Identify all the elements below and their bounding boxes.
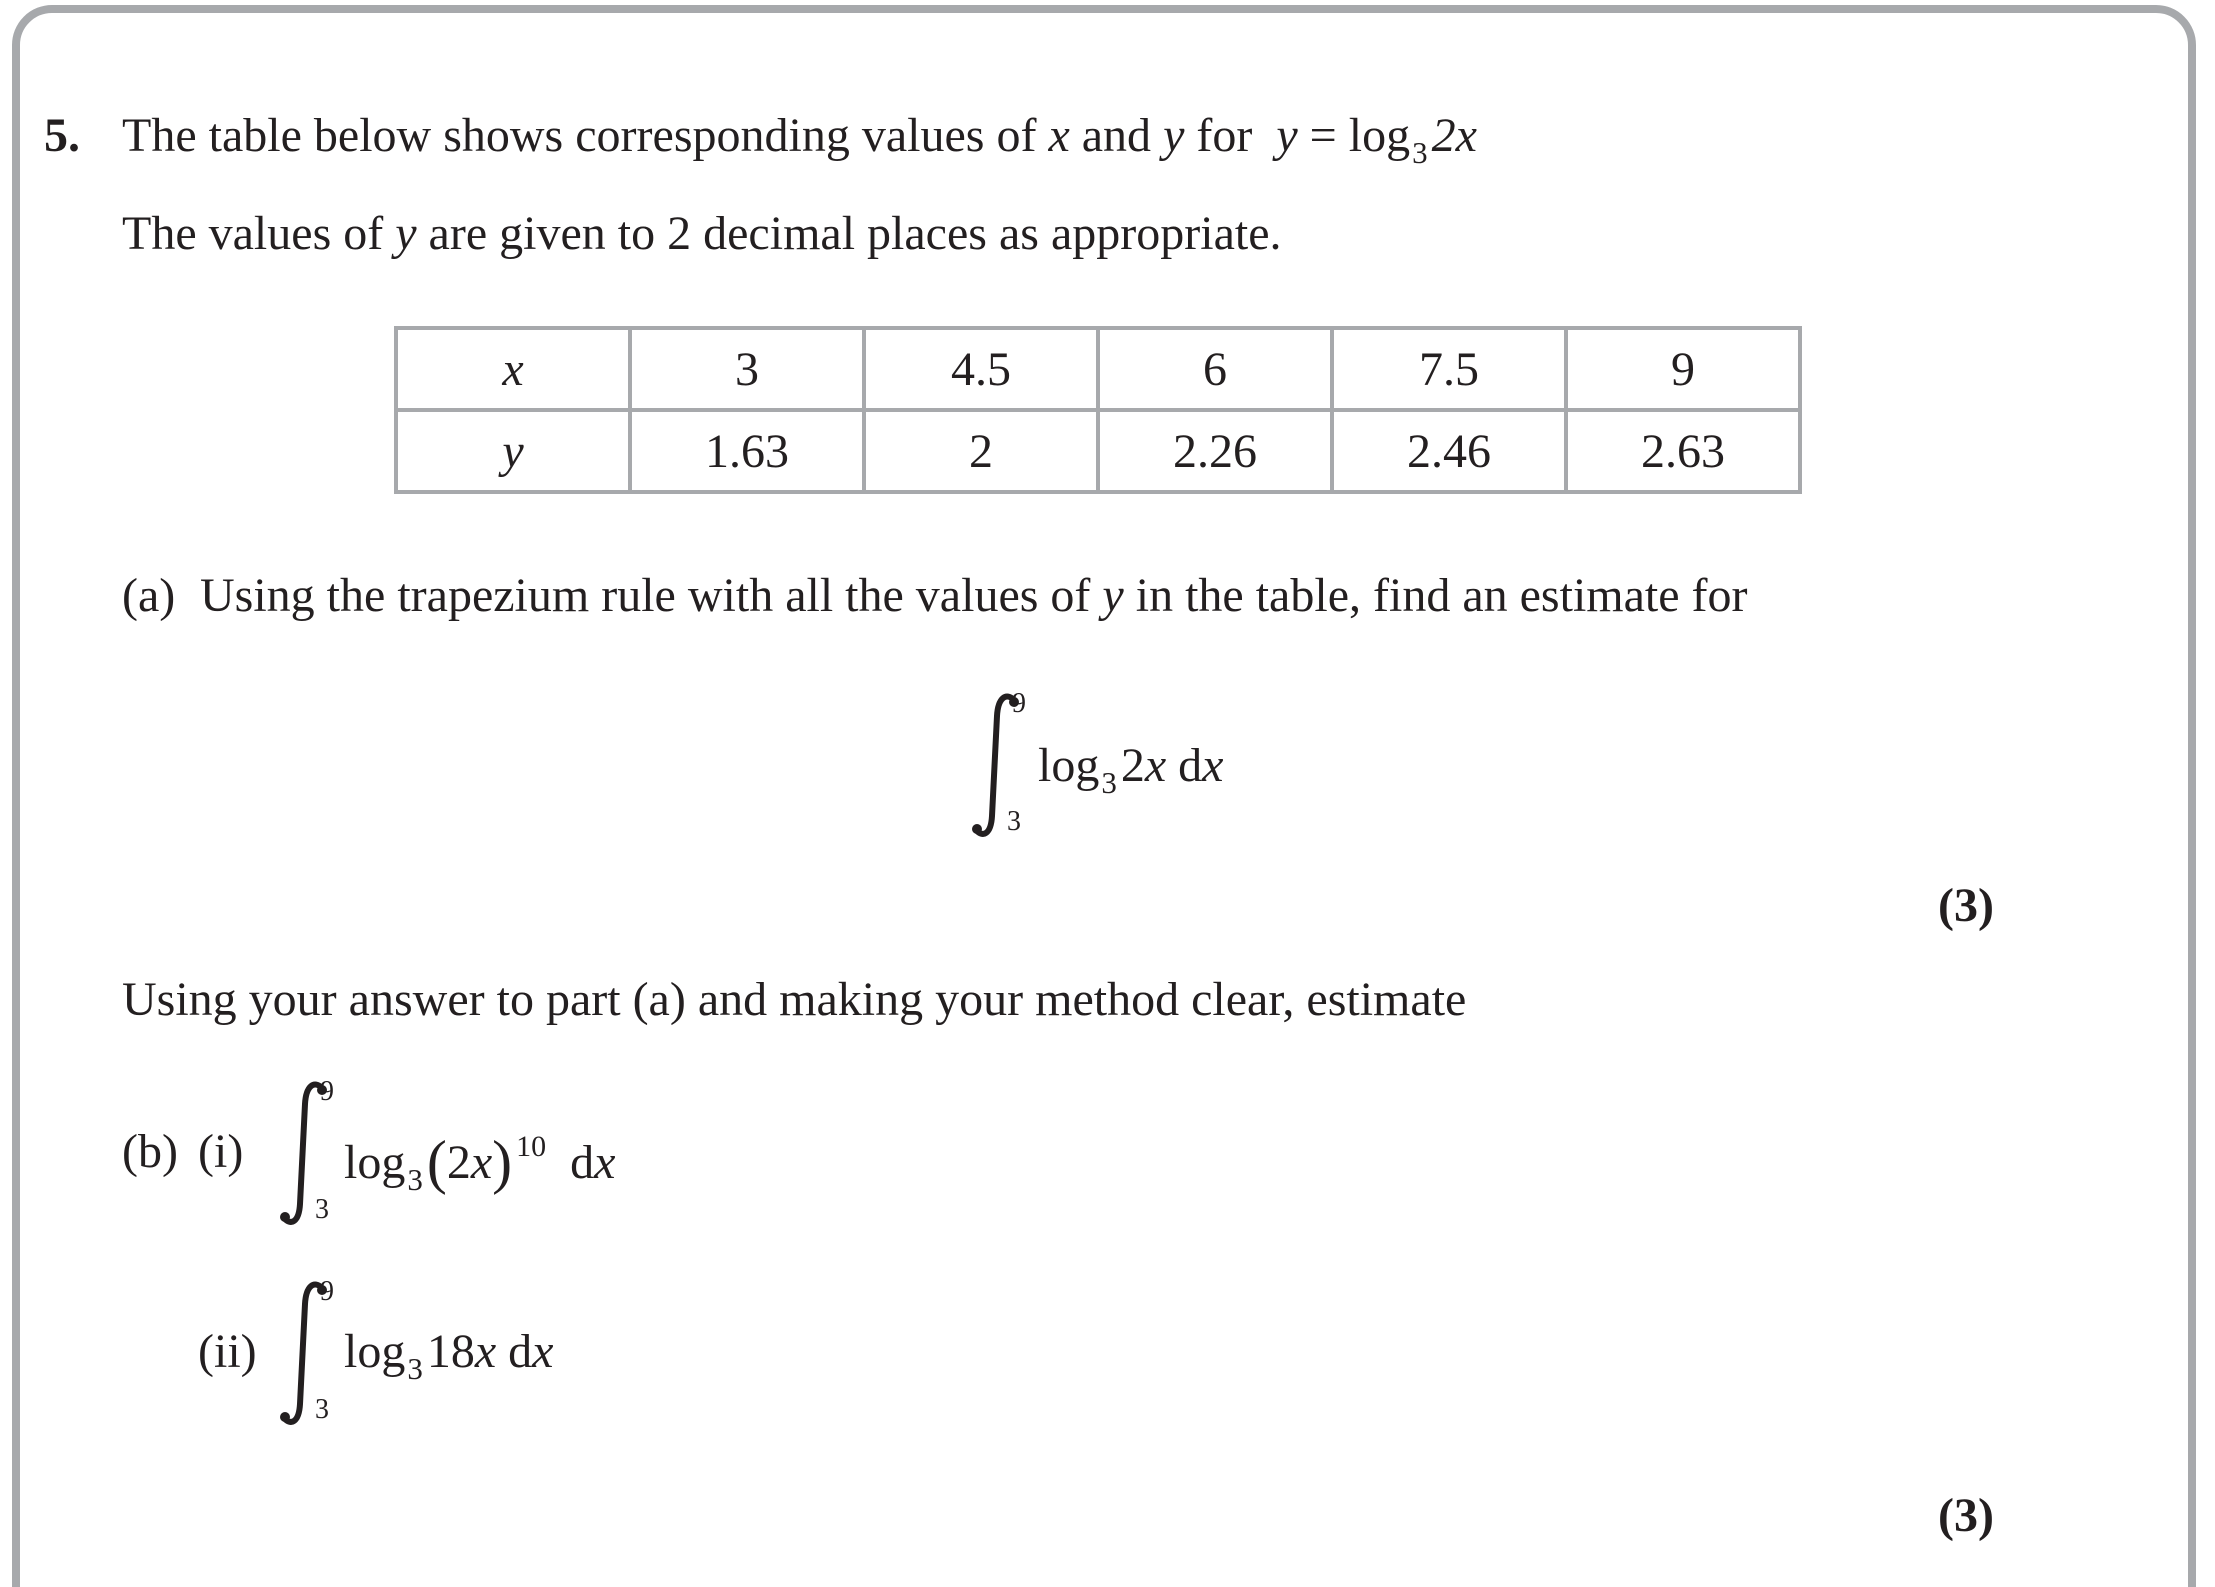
table-cell-x: 6 [1098, 328, 1332, 410]
integral-a-var: x [1144, 739, 1167, 792]
part-b-ii-label: (ii) [198, 1325, 257, 1378]
integral-b-i-dvar: x [594, 1136, 616, 1189]
integral-b-i-log: log [344, 1136, 406, 1189]
integral-b-ii-d: d [508, 1325, 533, 1378]
table-row-y [396, 410, 1800, 492]
table-cell-y: 2.26 [1098, 410, 1332, 492]
intro-for: for [1196, 109, 1253, 162]
integral-a-log: log [1038, 739, 1100, 792]
table-header-x: x [396, 328, 630, 410]
part-a-label: (a) [122, 569, 176, 622]
part-a-marks: (3) [1938, 879, 1994, 932]
integral-a-dvar: x [1202, 739, 1224, 792]
table-cell-x: 4.5 [864, 328, 1098, 410]
equation-rhs: 2x [1431, 109, 1477, 162]
table-cell-y: 2 [864, 410, 1098, 492]
note-suffix: are given to 2 decimal places as appropriate. [428, 207, 1282, 260]
integral-b-ii-integrand [344, 1325, 554, 1386]
equation-y: y [1276, 109, 1298, 162]
part-a-text [200, 569, 1748, 622]
integral-b-ii-lower-limit: 3 [315, 1394, 329, 1425]
integral-b-i-var: x [470, 1136, 493, 1189]
intro-text: The table below shows corresponding values of [122, 109, 1037, 162]
integral-a-upper-limit: 9 [1012, 688, 1026, 719]
integral-b-i-d: d [570, 1136, 595, 1189]
part-a-text-prefix: Using the trapezium rule with all the values of [200, 569, 1091, 622]
integral-a-base: 3 [1101, 765, 1117, 800]
intro-var-x: x [1048, 109, 1070, 162]
table-cell-y: 2.63 [1566, 410, 1800, 492]
part-a-text-suffix: in the table, find an estimate for [1135, 569, 1748, 622]
values-table [394, 326, 1802, 494]
equation-log: log [1348, 109, 1411, 162]
intro-and: and [1081, 109, 1152, 162]
table-header-y: y [396, 410, 630, 492]
integral-b-i-open-paren: ( [426, 1129, 447, 1195]
integral-a-integrand [1038, 739, 1224, 800]
note-var: y [395, 207, 417, 260]
note-line [122, 207, 1282, 260]
table-cell-y: 1.63 [630, 410, 864, 492]
table-cell-x: 7.5 [1332, 328, 1566, 410]
integral-b-i-integrand [344, 1128, 616, 1197]
integral-b-i-power: 10 [516, 1130, 547, 1163]
integral-b-i-close-paren: ) [492, 1129, 513, 1195]
integral-a-lower-limit: 3 [1007, 806, 1021, 837]
intro-var-y: y [1163, 109, 1185, 162]
equation-log-base: 3 [1412, 135, 1428, 170]
part-b-i-label: (i) [198, 1125, 244, 1178]
integral-b-ii-upper-limit: 9 [320, 1276, 334, 1307]
bridge-text: Using your answer to part (a) and making your method clear, estimate [122, 973, 1467, 1026]
integral-b-i-upper-limit: 9 [320, 1076, 334, 1107]
question-number: 5. [44, 109, 80, 162]
note-prefix: The values of [122, 207, 384, 260]
part-b-label: (b) [122, 1125, 178, 1178]
integral-b-ii-log: log [344, 1325, 406, 1378]
part-b-marks: (3) [1938, 1489, 1994, 1542]
integral-b-i-base: 3 [407, 1162, 423, 1197]
integral-b-i-lower-limit: 3 [315, 1194, 329, 1225]
integral-b-ii-base: 3 [407, 1351, 423, 1386]
question-line [44, 109, 80, 162]
integral-b-ii-dvar: x [532, 1325, 554, 1378]
integral-b-ii-coef: 18 [426, 1325, 475, 1378]
part-a-var: y [1102, 569, 1124, 622]
question-intro [122, 109, 1477, 170]
part-a-line [122, 569, 176, 622]
integral-a-coef: 2 [1120, 739, 1145, 792]
integral-a-d: d [1178, 739, 1203, 792]
integral-b-i-coef: 2 [446, 1136, 471, 1189]
table-cell-x: 3 [630, 328, 864, 410]
table-row-x [396, 328, 1800, 410]
table-cell-y: 2.46 [1332, 410, 1566, 492]
integral-b-ii-var: x [474, 1325, 497, 1378]
equation-equals: = [1309, 109, 1337, 162]
table-cell-x: 9 [1566, 328, 1800, 410]
